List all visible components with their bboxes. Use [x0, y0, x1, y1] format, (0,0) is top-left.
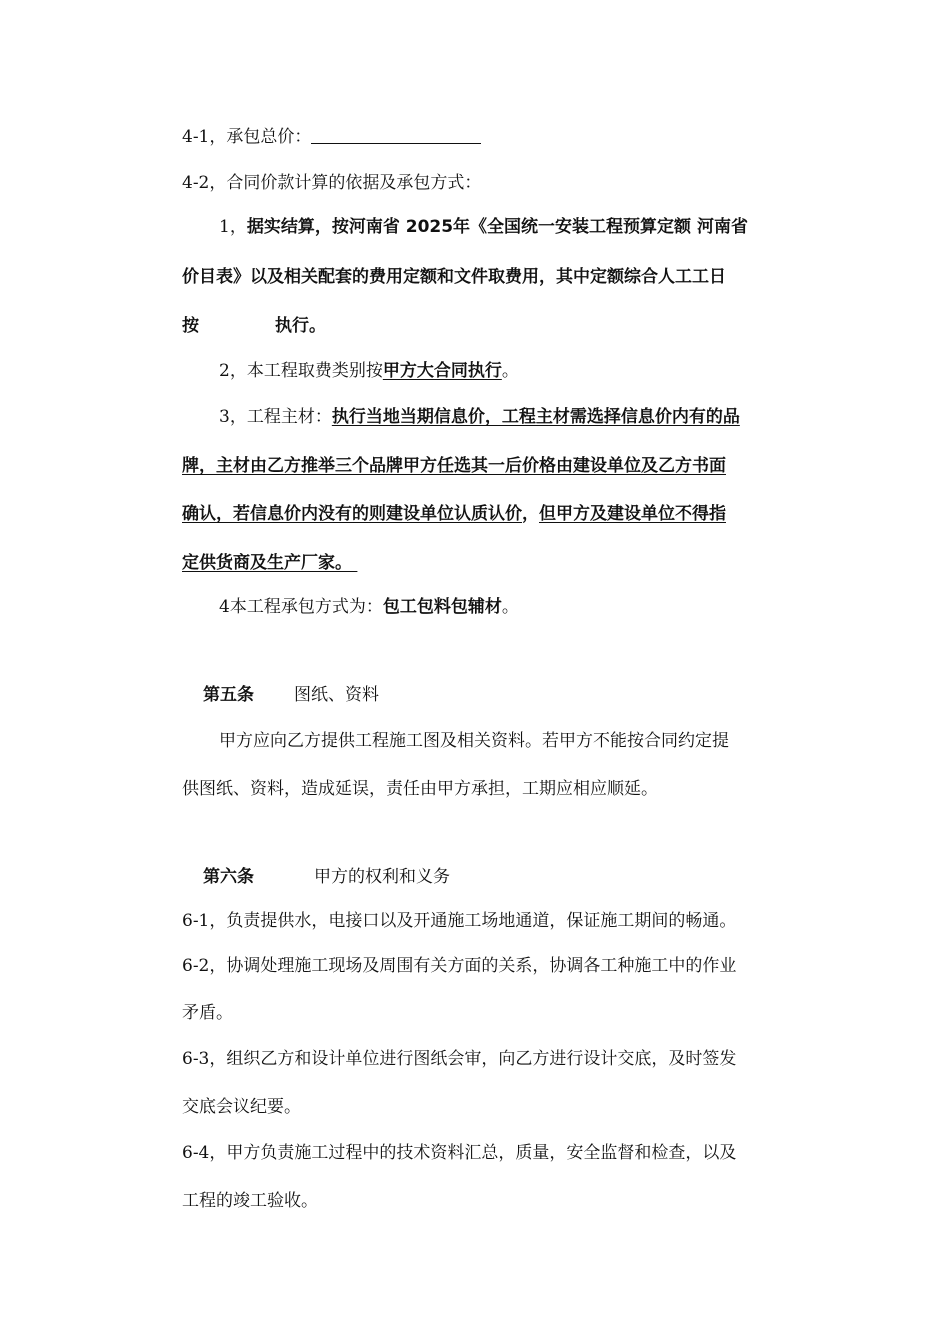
- section-5-title: 图纸、资料: [294, 685, 379, 705]
- clause-4-1-label: 4-1，承包总价：: [182, 127, 312, 147]
- item-2-post: 。: [501, 361, 519, 381]
- item-1-text-3a: 按: [182, 316, 199, 336]
- item-1-line-2: 价目表》以及相关配套的费用定额和文件取费用，其中定额综合人工工日: [182, 267, 726, 287]
- section-5-line-1: 甲方应向乙方提供工程施工图及相关资料。若甲方不能按合同约定提: [219, 731, 729, 751]
- section-5-number: 第五条: [203, 685, 254, 705]
- item-1-number: 1，: [219, 217, 247, 237]
- item-3-line-1: [219, 404, 740, 430]
- item-3-text-4: 定供货商及生产厂家。: [182, 553, 352, 573]
- item-4: [219, 594, 519, 620]
- item-3-line-2: 牌，主材由乙方推举三个品牌甲方任选其一后价格由建设单位及乙方书面: [182, 456, 726, 476]
- item-1-text-1: 据实结算，按河南省 2025年《全国统一安装工程预算定额 河南省: [246, 217, 748, 237]
- item-2-underlined: 甲方大合同执行: [382, 361, 502, 381]
- clause-6-4-line-2: 工程的竣工验收。: [182, 1191, 318, 1211]
- item-4-pre: 4本工程承包方式为：: [219, 597, 383, 617]
- item-3-line-3: [182, 501, 726, 527]
- item-3-text-3a: 确认，若信息价内没有的则建设单位认质认价: [182, 504, 522, 524]
- item-4-bold: 包工包料包辅材: [382, 597, 502, 617]
- clause-6-3-line-1: 6-3，组织乙方和设计单位进行图纸会审，向乙方进行设计交底，及时签发: [182, 1049, 737, 1069]
- underline-tail: [352, 550, 362, 576]
- clause-4-1: [182, 124, 481, 150]
- item-3-line-4: [182, 550, 362, 576]
- section-6-header: [203, 864, 450, 890]
- item-3-text-3c: 但甲方及建设单位不得指: [539, 504, 726, 524]
- item-1-line-1: [219, 214, 748, 240]
- item-2: [219, 358, 519, 384]
- item-3-pre: 3，工程主材：: [219, 407, 332, 427]
- item-4-post: 。: [501, 597, 519, 617]
- section-5-header: [203, 682, 379, 708]
- item-3-text-3b: ，: [522, 504, 539, 524]
- item-2-pre: 2，本工程取费类别按: [219, 361, 383, 381]
- section-6-title: 甲方的权利和义务: [314, 867, 450, 887]
- clause-4-2: 4-2，合同价款计算的依据及承包方式：: [182, 173, 482, 193]
- clause-6-1: 6-1，负责提供水，电接口以及开通施工场地通道，保证施工期间的畅通。: [182, 911, 737, 931]
- section-6-number: 第六条: [203, 867, 254, 887]
- item-1-line-3: [182, 313, 326, 339]
- clause-6-4-line-1: 6-4，甲方负责施工过程中的技术资料汇总，质量，安全监督和检查，以及: [182, 1143, 737, 1163]
- clause-6-2-line-2: 矛盾。: [182, 1003, 233, 1023]
- section-5-line-2: 供图纸、资料，造成延误，责任由甲方承担，工期应相应顺延。: [182, 779, 658, 799]
- clause-6-3-line-2: 交底会议纪要。: [182, 1097, 301, 1117]
- item-1-text-3b: 执行。: [275, 316, 326, 336]
- clause-6-2-line-1: 6-2，协调处理施工现场及周围有关方面的关系，协调各工种施工中的作业: [182, 956, 737, 976]
- item-3-text-1: 执行当地当期信息价，工程主材需选择信息价内有的品: [331, 407, 740, 427]
- total-price-blank: [311, 125, 481, 144]
